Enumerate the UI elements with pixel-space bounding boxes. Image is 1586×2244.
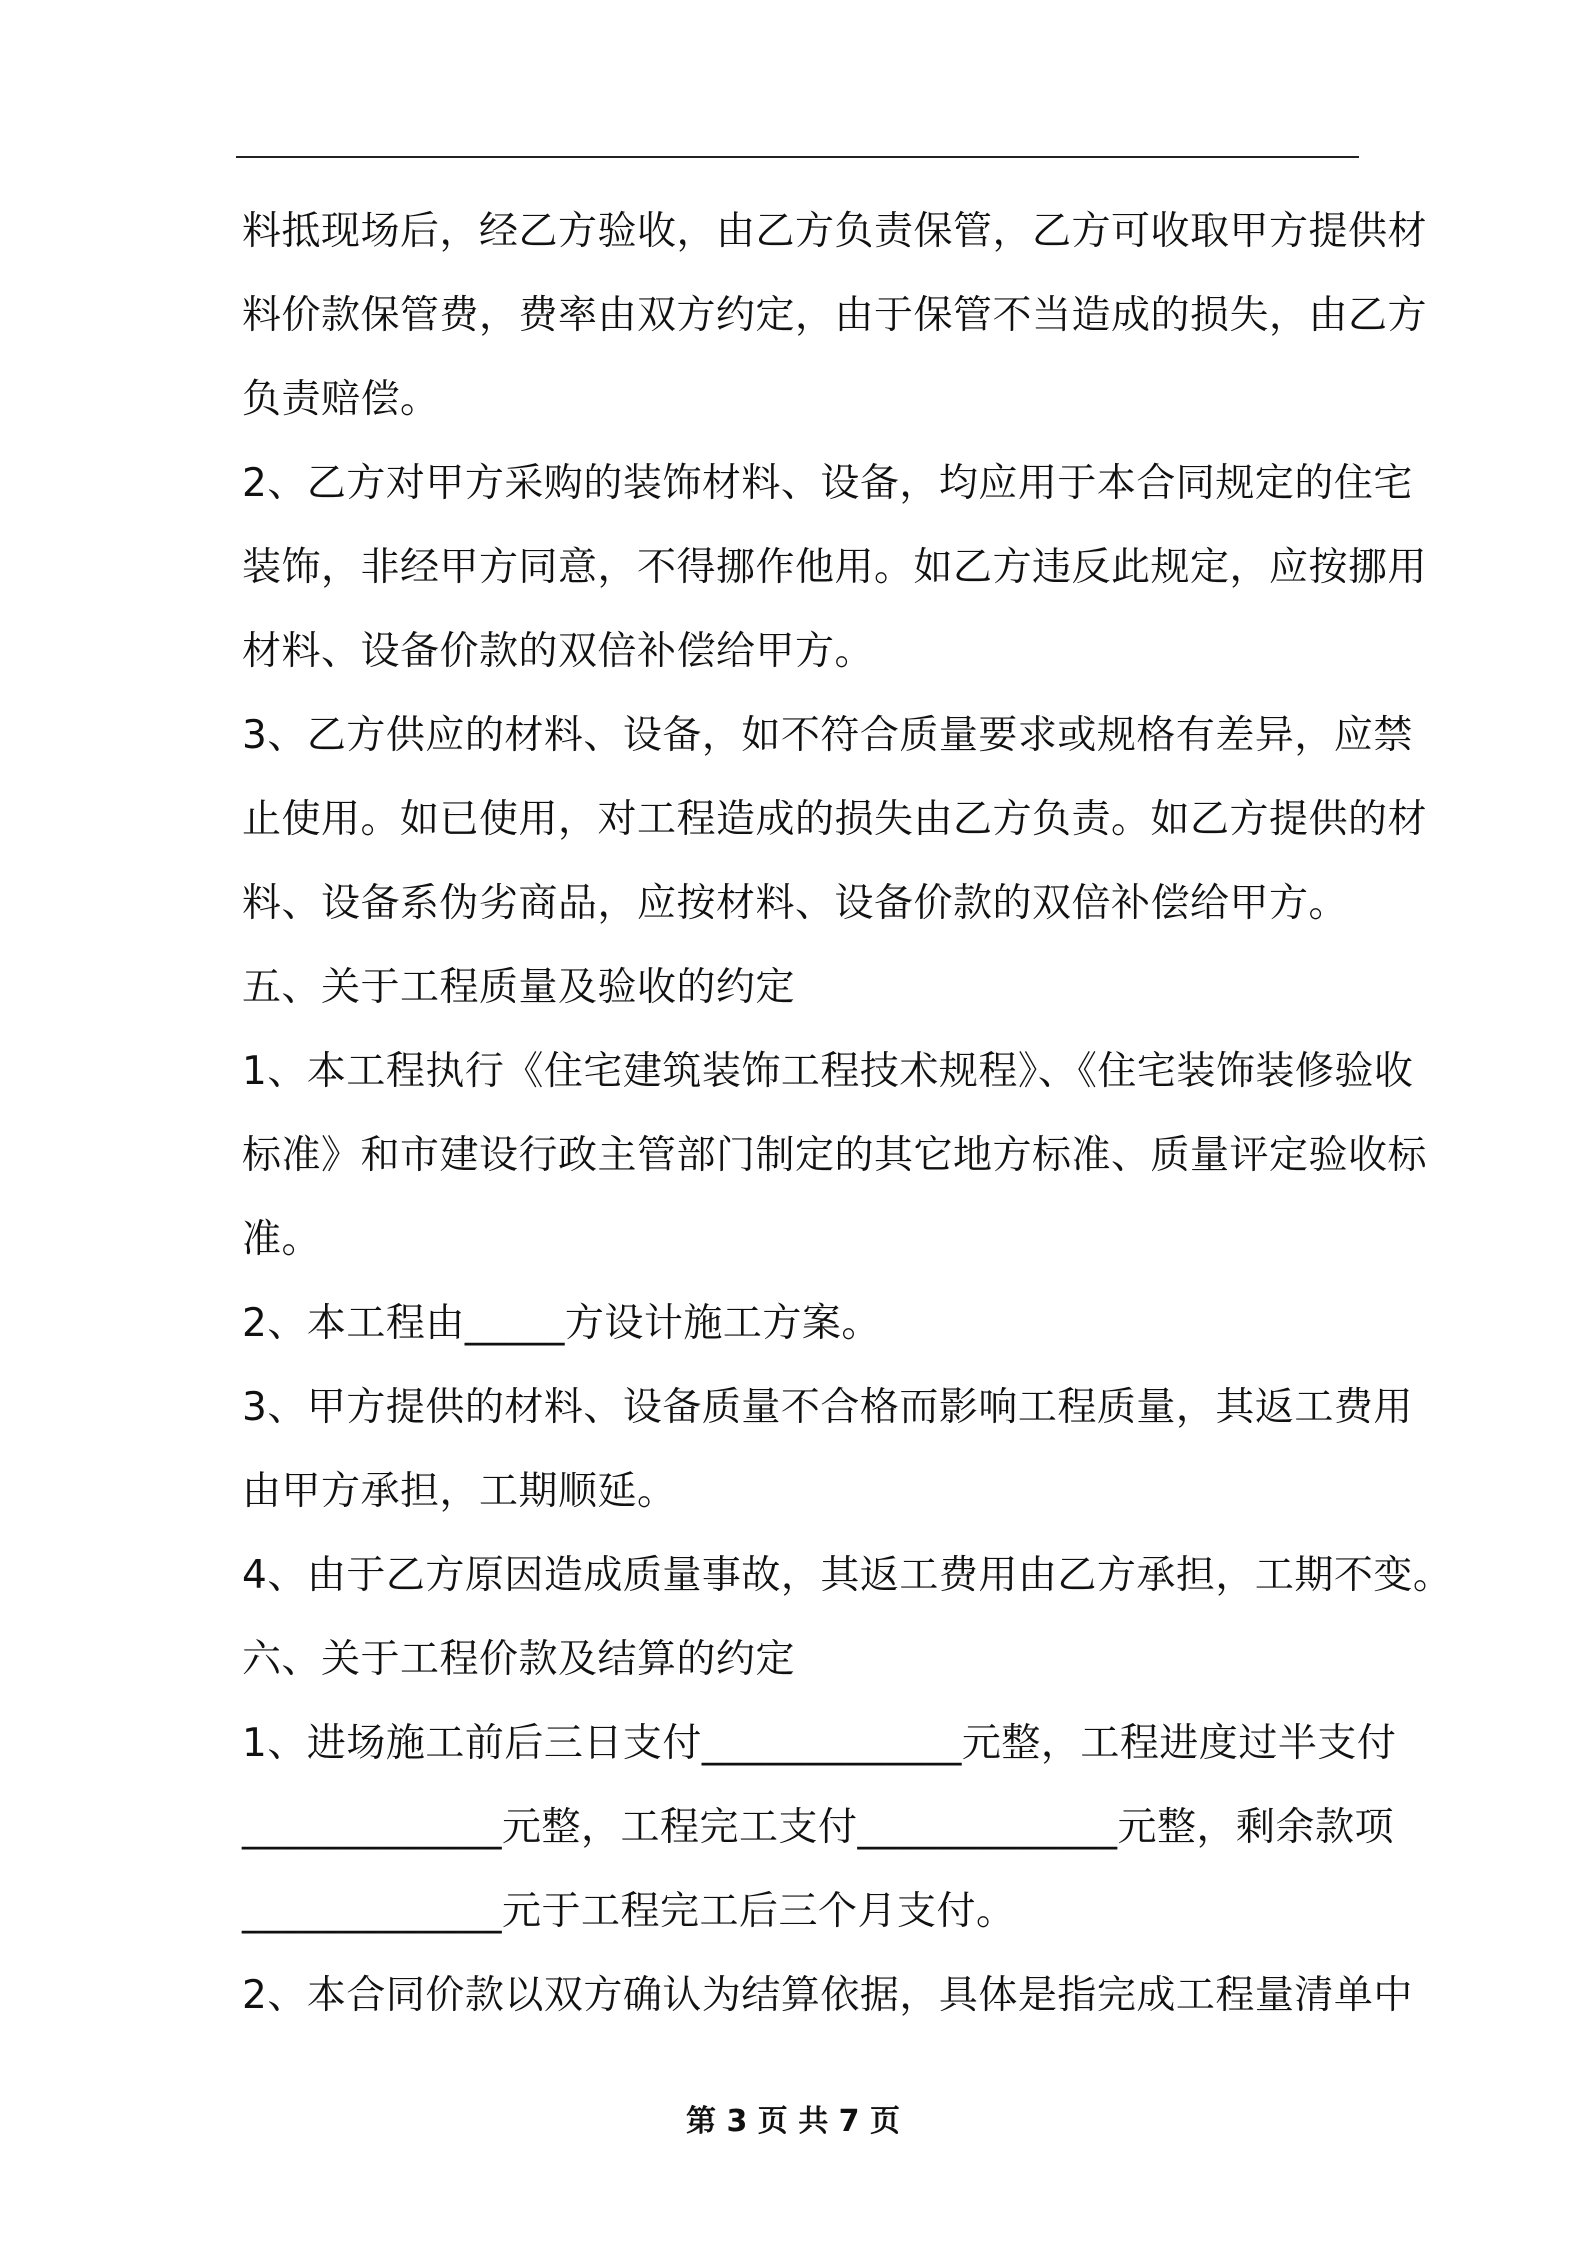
text-line: 料价款保管费，费率由双方约定，由于保管不当造成的损失，由乙方: [242, 293, 1428, 338]
text-line: 3、甲方提供的材料、设备质量不合格而影响工程质量，其返工费用: [242, 1385, 1413, 1430]
text-line: 2、本工程由_____方设计施工方案。: [242, 1301, 881, 1346]
section-heading: 六、关于工程价款及结算的约定: [242, 1637, 796, 1682]
text-line: 1、进场施工前后三日支付_____________元整，工程进度过半支付: [242, 1721, 1397, 1766]
text-line: 2、本合同价款以双方确认为结算依据，具体是指完成工程量清单中: [242, 1973, 1413, 2018]
text-line: 准。: [242, 1217, 322, 1262]
text-line: 负责赔偿。: [242, 377, 440, 422]
text-line: 料抵现场后，经乙方验收，由乙方负责保管，乙方可收取甲方提供材: [242, 209, 1428, 254]
text-line: 3、乙方供应的材料、设备，如不符合质量要求或规格有差异，应禁: [242, 713, 1413, 758]
text-line: 装饰，非经甲方同意，不得挪作他用。如乙方违反此规定，应按挪用: [242, 545, 1428, 590]
text-line: 止使用。如已使用，对工程造成的损失由乙方负责。如乙方提供的材: [242, 797, 1428, 842]
text-line: 标准》和市建设行政主管部门制定的其它地方标准、质量评定验收标: [242, 1133, 1428, 1178]
text-line: 料、设备系伪劣商品，应按材料、设备价款的双倍补偿给甲方。: [242, 881, 1349, 926]
section-heading: 五、关于工程质量及验收的约定: [242, 965, 796, 1010]
header-divider: [236, 156, 1359, 158]
text-line: 材料、设备价款的双倍补偿给甲方。: [242, 629, 875, 674]
text-line: _____________元于工程完工后三个月支付。: [242, 1889, 1016, 1934]
text-line: 4、由于乙方原因造成质量事故，其返工费用由乙方承担，工期不变。: [242, 1553, 1453, 1598]
text-line: 2、乙方对甲方采购的装饰材料、设备，均应用于本合同规定的住宅: [242, 461, 1413, 506]
document-body: [242, 190, 1453, 2038]
text-line: _____________元整，工程完工支付_____________元整，剩余款项: [242, 1805, 1395, 1850]
text-line: 由甲方承担，工期顺延。: [242, 1469, 677, 1514]
text-line: 1、本工程执行《住宅建筑装饰工程技术规程》、《住宅装饰装修验收: [242, 1049, 1414, 1094]
page-number: 第 3 页 共 7 页: [686, 2104, 900, 2139]
